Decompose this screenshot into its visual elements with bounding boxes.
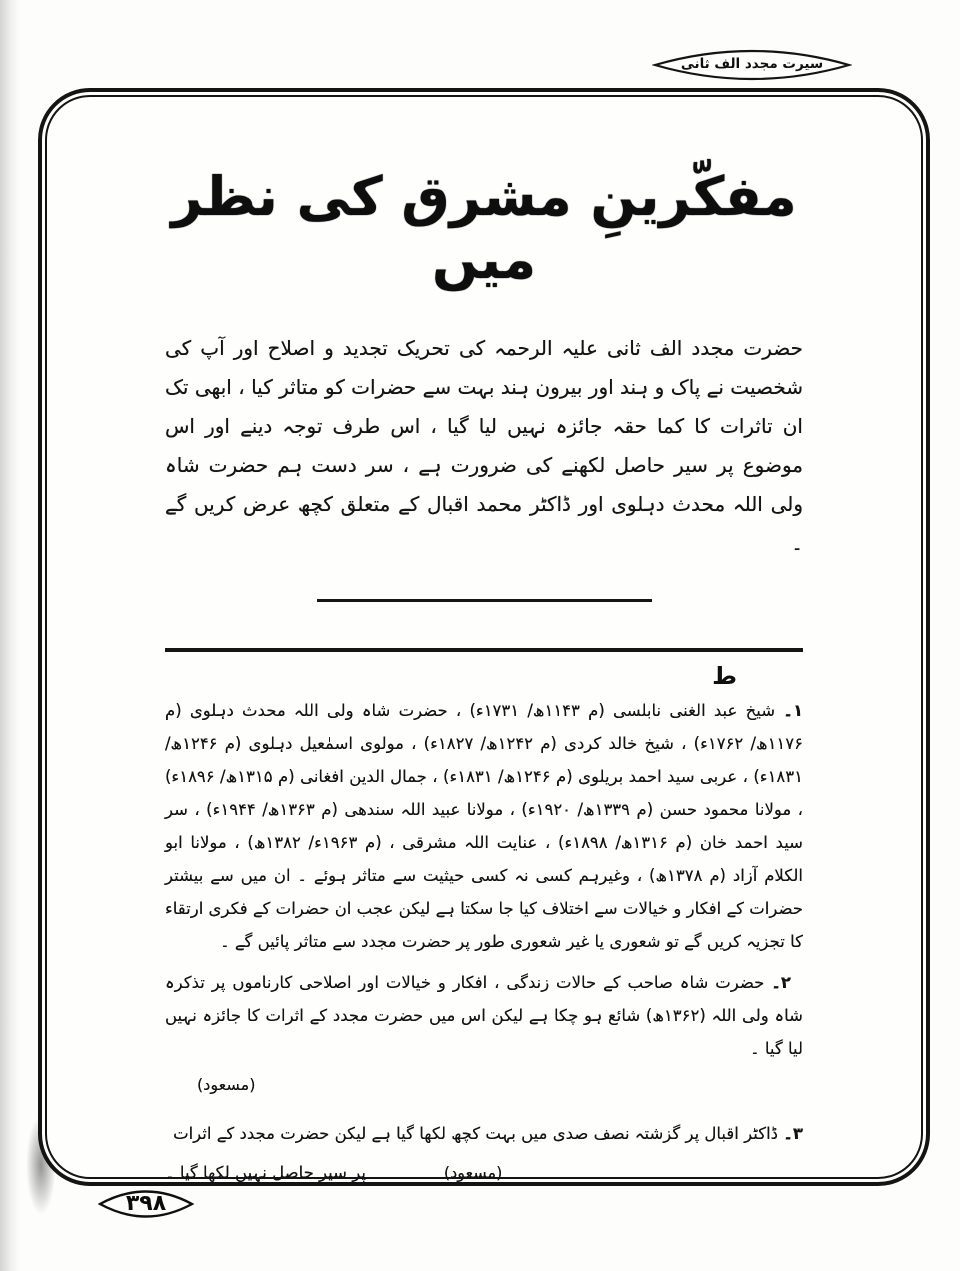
page-border-frame bbox=[38, 88, 930, 1186]
footnote-1-text: شیخ عبد الغنی نابلسی (م ۱۱۴۳ھ/ ۱۷۳۱ء) ، حضرت شاہ ولی اللہ محدث دہلوی (م ۱۱۷۶ھ/ ۱۷۶۲ء) ، شیخ خالد کردی (م ۱۲۴۲ھ/ ۱۸۲۷ء) ، مولوی اسمٰعیل دہلوی (م ۱۲۴۶ھ/ ۱۸۳۱ء) ، عربی سید احمد بریلوی (م ۱۲۴۶ھ/ ۱۸۳۱ء) ، جمال الدین افغانی (م ۱۳۱۵ھ/ ۱۸۹۶ء) ، مولانا محمود حسن (م ۱۳۳۹ھ/ ۱۹۲۰ء) ، مولانا عبید اللہ سندھی (م ۱۳۶۳ھ/ ۱۹۴۴ء) ، سر سید احمد خان (م ۱۳۱۶ھ/ ۱۸۹۸ء) ، عنایت اللہ مشرقی ، (م ۱۹۶۳ء/ ۱۳۸۲ھ) ، مولانا ابو الکلام آزاد (م ۱۳۷۸ھ) ، وغیرہم کسی نہ کسی حیثیت سے متاثر ہوئے ۔ ان میں سے بیشتر حضرات کے افکار و خیالات سے اختلاف کیا جا سکتا ہے لیکن عجب ان حضرات کے فکری ارتقاء کا تجزیہ کریں گے تو شعوری یا غیر شعوری طور پر حضرت مجدد سے متاثر پائیں گے ۔ bbox=[165, 701, 804, 951]
footnote-3-last-line bbox=[165, 1156, 803, 1189]
scan-artifact-left-streak bbox=[0, 0, 20, 1271]
page-number-badge bbox=[98, 1186, 194, 1222]
header-cartouche bbox=[652, 46, 852, 84]
intro-paragraph: حضرت مجدد الف ثانی علیہ الرحمہ کی تحریک تجدید و اصلاح اور آپ کی شخصیت نے پاک و ہند اور بیرون ہند بہت سے حضرات کو متاثر کیا ، ابھی تک ان تاثرات کا کما حقہ جائزہ نہیں لیا گیا ، اس طرف توجہ دینے اور اس موضوع پر سیر حاصل لکھنے کی ضرورت ہے ، سر دست ہم حضرت شاہ ولی اللہ محدث دہلوی اور ڈاکٹر محمد اقبال کے متعلق کچھ عرض کریں گے ۔ bbox=[165, 336, 803, 555]
footnote-section-mark: ط bbox=[712, 662, 737, 690]
page-title: مفکّرینِ مشرق کی نظر میں bbox=[171, 165, 797, 291]
footnote-2-text: حضرت شاہ صاحب کے حالات زندگی ، افکار و خیالات اور اصلاحی کارناموں پر تذکرہ شاہ ولی اللہ (۱۳۶۲ھ) شائع ہو چکا ہے لیکن اس میں حضرت مجدد کے اثرات کا جائزہ نہیں لیا گیا ۔ bbox=[165, 973, 803, 1058]
page-border-frame-inner bbox=[45, 95, 923, 1182]
footnote-1-marker: ۱۔ bbox=[783, 701, 804, 720]
footnote-2-marker: ۲۔ bbox=[771, 973, 791, 992]
footnote-3-attribution: (مسعود) bbox=[443, 1163, 503, 1182]
short-divider-rule bbox=[317, 599, 652, 602]
footnote-3-marker: ۳۔ bbox=[783, 1124, 803, 1143]
footnotes-section bbox=[165, 694, 803, 1189]
page-number: ۳۹۸ bbox=[125, 1190, 167, 1216]
footnote-3-text-continuation: پر سیر حاصل نہیں لکھا گیا ۔ bbox=[165, 1163, 366, 1182]
footnote-2 bbox=[165, 966, 803, 1065]
footnote-3 bbox=[165, 1117, 803, 1150]
footnote-3-text: ڈاکٹر اقبال پر گزشتہ نصف صدی میں بہت کچھ لکھا گیا ہے لیکن حضرت مجدد کے اثرات bbox=[173, 1124, 778, 1143]
book-title: سیرت مجدد الف ثانی bbox=[680, 56, 824, 72]
footnote-divider-rule bbox=[165, 648, 803, 652]
footnote-2-attribution: (مسعود) bbox=[197, 1075, 256, 1094]
footnote-1 bbox=[165, 694, 803, 958]
